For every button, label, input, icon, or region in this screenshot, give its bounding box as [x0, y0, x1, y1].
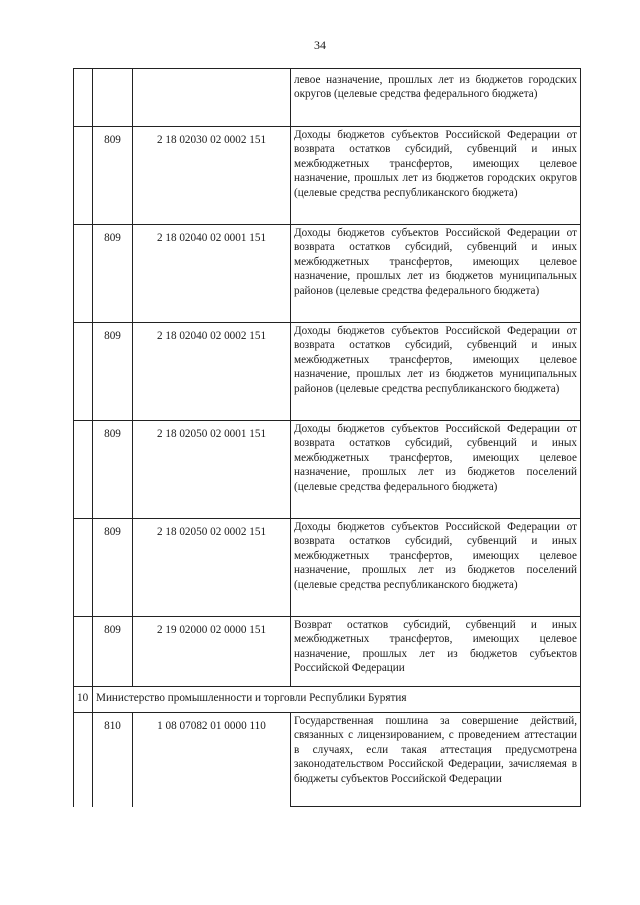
- revenue-code-cell: 2 18 02040 02 0002 151: [133, 323, 291, 421]
- description-cell: Доходы бюджетов субъектов Российской Федерации от возврата остатков субсидий, субвенций и иных межбюджетных трансфертов, имеющих целевое назначение, прошлых лет из бюджетов городских округов (целевые средства республиканского бюджета): [291, 127, 581, 225]
- table-row: [74, 617, 581, 687]
- admin-code-cell: 809: [93, 127, 133, 225]
- description-cell: Доходы бюджетов субъектов Российской Федерации от возврата остатков субсидий, субвенций и иных межбюджетных трансфертов, имеющих целевое назначение, прошлых лет из бюджетов муниципальных районов (целевые средства федерального бюджета): [291, 225, 581, 323]
- revenue-code-cell: 1 08 07082 01 0000 110: [133, 713, 291, 807]
- row-number-cell: [74, 225, 93, 323]
- revenue-code-cell: 2 18 02040 02 0001 151: [133, 225, 291, 323]
- table-row: [74, 127, 581, 225]
- row-number-cell: [74, 323, 93, 421]
- row-number-cell: [74, 421, 93, 519]
- admin-code-cell: 809: [93, 225, 133, 323]
- table-row: [74, 69, 581, 127]
- description-cell: Доходы бюджетов субъектов Российской Федерации от возврата остатков субсидий, субвенций и иных межбюджетных трансфертов, имеющих целевое назначение, прошлых лет из бюджетов поселений (целевые средства федерального бюджета): [291, 421, 581, 519]
- revenue-code-cell: 2 19 02000 02 0000 151: [133, 617, 291, 687]
- row-number-cell: [74, 127, 93, 225]
- row-number-cell: [74, 713, 93, 807]
- admin-code-cell: 810: [93, 713, 133, 807]
- admin-code-cell: 809: [93, 323, 133, 421]
- row-number-cell: [74, 69, 93, 127]
- revenue-codes-table: [73, 68, 581, 807]
- ministry-row: [74, 687, 581, 713]
- description-cell: левое назначение, прошлых лет из бюджетов городских округов (целевые средства федерального бюджета): [291, 69, 581, 127]
- description-cell: Доходы бюджетов субъектов Российской Федерации от возврата остатков субсидий, субвенций и иных межбюджетных трансфертов, имеющих целевое назначение, прошлых лет из бюджетов муниципальных районов (целевые средства республиканского бюджета): [291, 323, 581, 421]
- row-number-cell: [74, 519, 93, 617]
- admin-code-cell: 809: [93, 519, 133, 617]
- admin-code-cell: 809: [93, 617, 133, 687]
- revenue-code-cell: [133, 69, 291, 127]
- row-number-cell: [74, 617, 93, 687]
- revenue-code-cell: 2 18 02050 02 0001 151: [133, 421, 291, 519]
- table-row: [74, 713, 581, 807]
- table-row: [74, 323, 581, 421]
- description-cell: Возврат остатков субсидий, субвенций и иных межбюджетных трансфертов, имеющих целевое назначение, прошлых лет из бюджетов субъектов Российской Федерации: [291, 617, 581, 687]
- table-row: [74, 421, 581, 519]
- page-number: 34: [314, 38, 326, 52]
- ministry-number-cell: 10: [74, 687, 93, 713]
- table-row: [74, 519, 581, 617]
- admin-code-cell: [93, 69, 133, 127]
- ministry-title-cell: Министерство промышленности и торговли Республики Бурятия: [93, 687, 581, 713]
- description-cell: Доходы бюджетов субъектов Российской Федерации от возврата остатков субсидий, субвенций и иных межбюджетных трансфертов, имеющих целевое назначение, прошлых лет из бюджетов поселений (целевые средства республиканского бюджета): [291, 519, 581, 617]
- revenue-code-cell: 2 18 02030 02 0002 151: [133, 127, 291, 225]
- revenue-code-cell: 2 18 02050 02 0002 151: [133, 519, 291, 617]
- admin-code-cell: 809: [93, 421, 133, 519]
- description-cell: Государственная пошлина за совершение действий, связанных с лицензированием, с проведением аттестации в случаях, если такая аттестация предусмотрена законодательством Российской Федерации, зачисляемая в бюджеты субъектов Российской Федерации: [291, 713, 581, 807]
- table-row: [74, 225, 581, 323]
